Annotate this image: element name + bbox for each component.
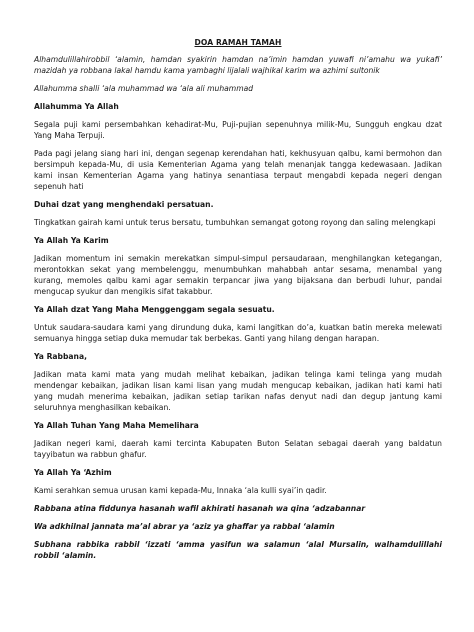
salawat-line: Allahumma shalli ‘ala muhammad wa ‘ala ali muhammad: [34, 84, 254, 93]
document-page: [34, 38, 442, 568]
paragraph: Jadikan momentum ini semakin merekatkan simpul-simpul persaudaraan, menghilangkan ketegangan, merontokkan sekat yang membelenggu, menumbuhkan mahabbah antar sesama, menambal yang kurang, memoles qalbu kami agar semakin terpancar jiwa yang bijaksana dan berbudi luhur, pandai mengucap syukur dan mengikis sifat takabbur.: [34, 254, 442, 296]
document-title: DOA RAMAH TAMAH: [194, 38, 282, 47]
section-heading: Duhai dzat yang menghendaki persatuan.: [34, 200, 214, 209]
paragraph: Jadikan mata kami mata yang mudah melihat kebaikan, jadikan telinga kami telinga yang mudah mendengar kebaikan, jadikan lisan kami lisan yang mudah mengucap kebaikan, jadikan hati kami hati yang mudah menerima kebaikan, jadikan setiap tarikan nafas denyut nadi dan degup jantung kami seluruhnya menghasilkan kebaikan.: [34, 370, 442, 412]
paragraph: Segala puji kami persembahkan kehadirat-Mu, Puji-pujian sepenuhnya milik-Mu, Sungguh engkau dzat Yang Maha Terpuji.: [34, 120, 442, 140]
section-heading: Ya Allah Ya ‘Azhim: [34, 468, 112, 477]
paragraph: Untuk saudara-saudara kami yang dirundung duka, kami langitkan do’a, kuatkan batin mereka melewati semuanya hingga setiap duka memudar tak berbekas. Ganti yang hilang dengan harapan.: [34, 323, 442, 343]
section-heading: Ya Rabbana,: [34, 352, 87, 361]
paragraph: Jadikan negeri kami, daerah kami tercinta Kabupaten Buton Selatan sebagai daerah yang baldatun tayyibatun wa rabbun ghafur.: [34, 439, 442, 459]
section-heading: Allahumma Ya Allah: [34, 102, 119, 111]
closing-prayer-line: Subhana rabbika rabbil ‘izzati ‘amma yasifun wa salamun ‘alal Mursalin, walhamdulillahi robbil ‘alamin.: [34, 540, 442, 560]
paragraph: Tingkatkan gairah kami untuk terus bersatu, tumbuhkan semangat gotong royong dan saling melengkapi: [34, 218, 436, 227]
closing-prayer-line: Rabbana atina fiddunya hasanah wafil akhirati hasanah wa qina ‘adzabannar: [34, 504, 366, 513]
document-body: [34, 54, 442, 561]
section-heading: Ya Allah dzat Yang Maha Menggenggam segala sesuatu.: [34, 305, 275, 314]
opening-praise: Alhamdulillahirobbil ‘alamin, hamdan syakirin hamdan na’imin hamdan yuwafi ni’amahu wa yukafi’ mazidah ya robbana lakal hamdu kama yambaghi lijalali wajhikal karim wa azhimi sultonik: [34, 55, 442, 75]
paragraph: Kami serahkan semua urusan kami kepada-Mu, Innaka ‘ala kulli syai’in qadir.: [34, 486, 327, 495]
section-heading: Ya Allah Tuhan Yang Maha Memelihara: [34, 421, 199, 430]
section-heading: Ya Allah Ya Karim: [34, 236, 109, 245]
paragraph: Pada pagi jelang siang hari ini, dengan segenap kerendahan hati, kekhusyuan qalbu, kami bermohon dan bersimpuh kepada-Mu, di usia Kementerian Agama yang telah menanjak tangga kedewasaan. Jadikan kami insan Kementerian Agama yang hatinya senantiasa terpaut mengabdi kepada negeri dengan sepenuh hati: [34, 149, 442, 191]
closing-prayer-line: Wa adkhilnal jannata ma’al abrar ya ‘aziz ya ghaffar ya rabbal ‘alamin: [34, 522, 335, 531]
